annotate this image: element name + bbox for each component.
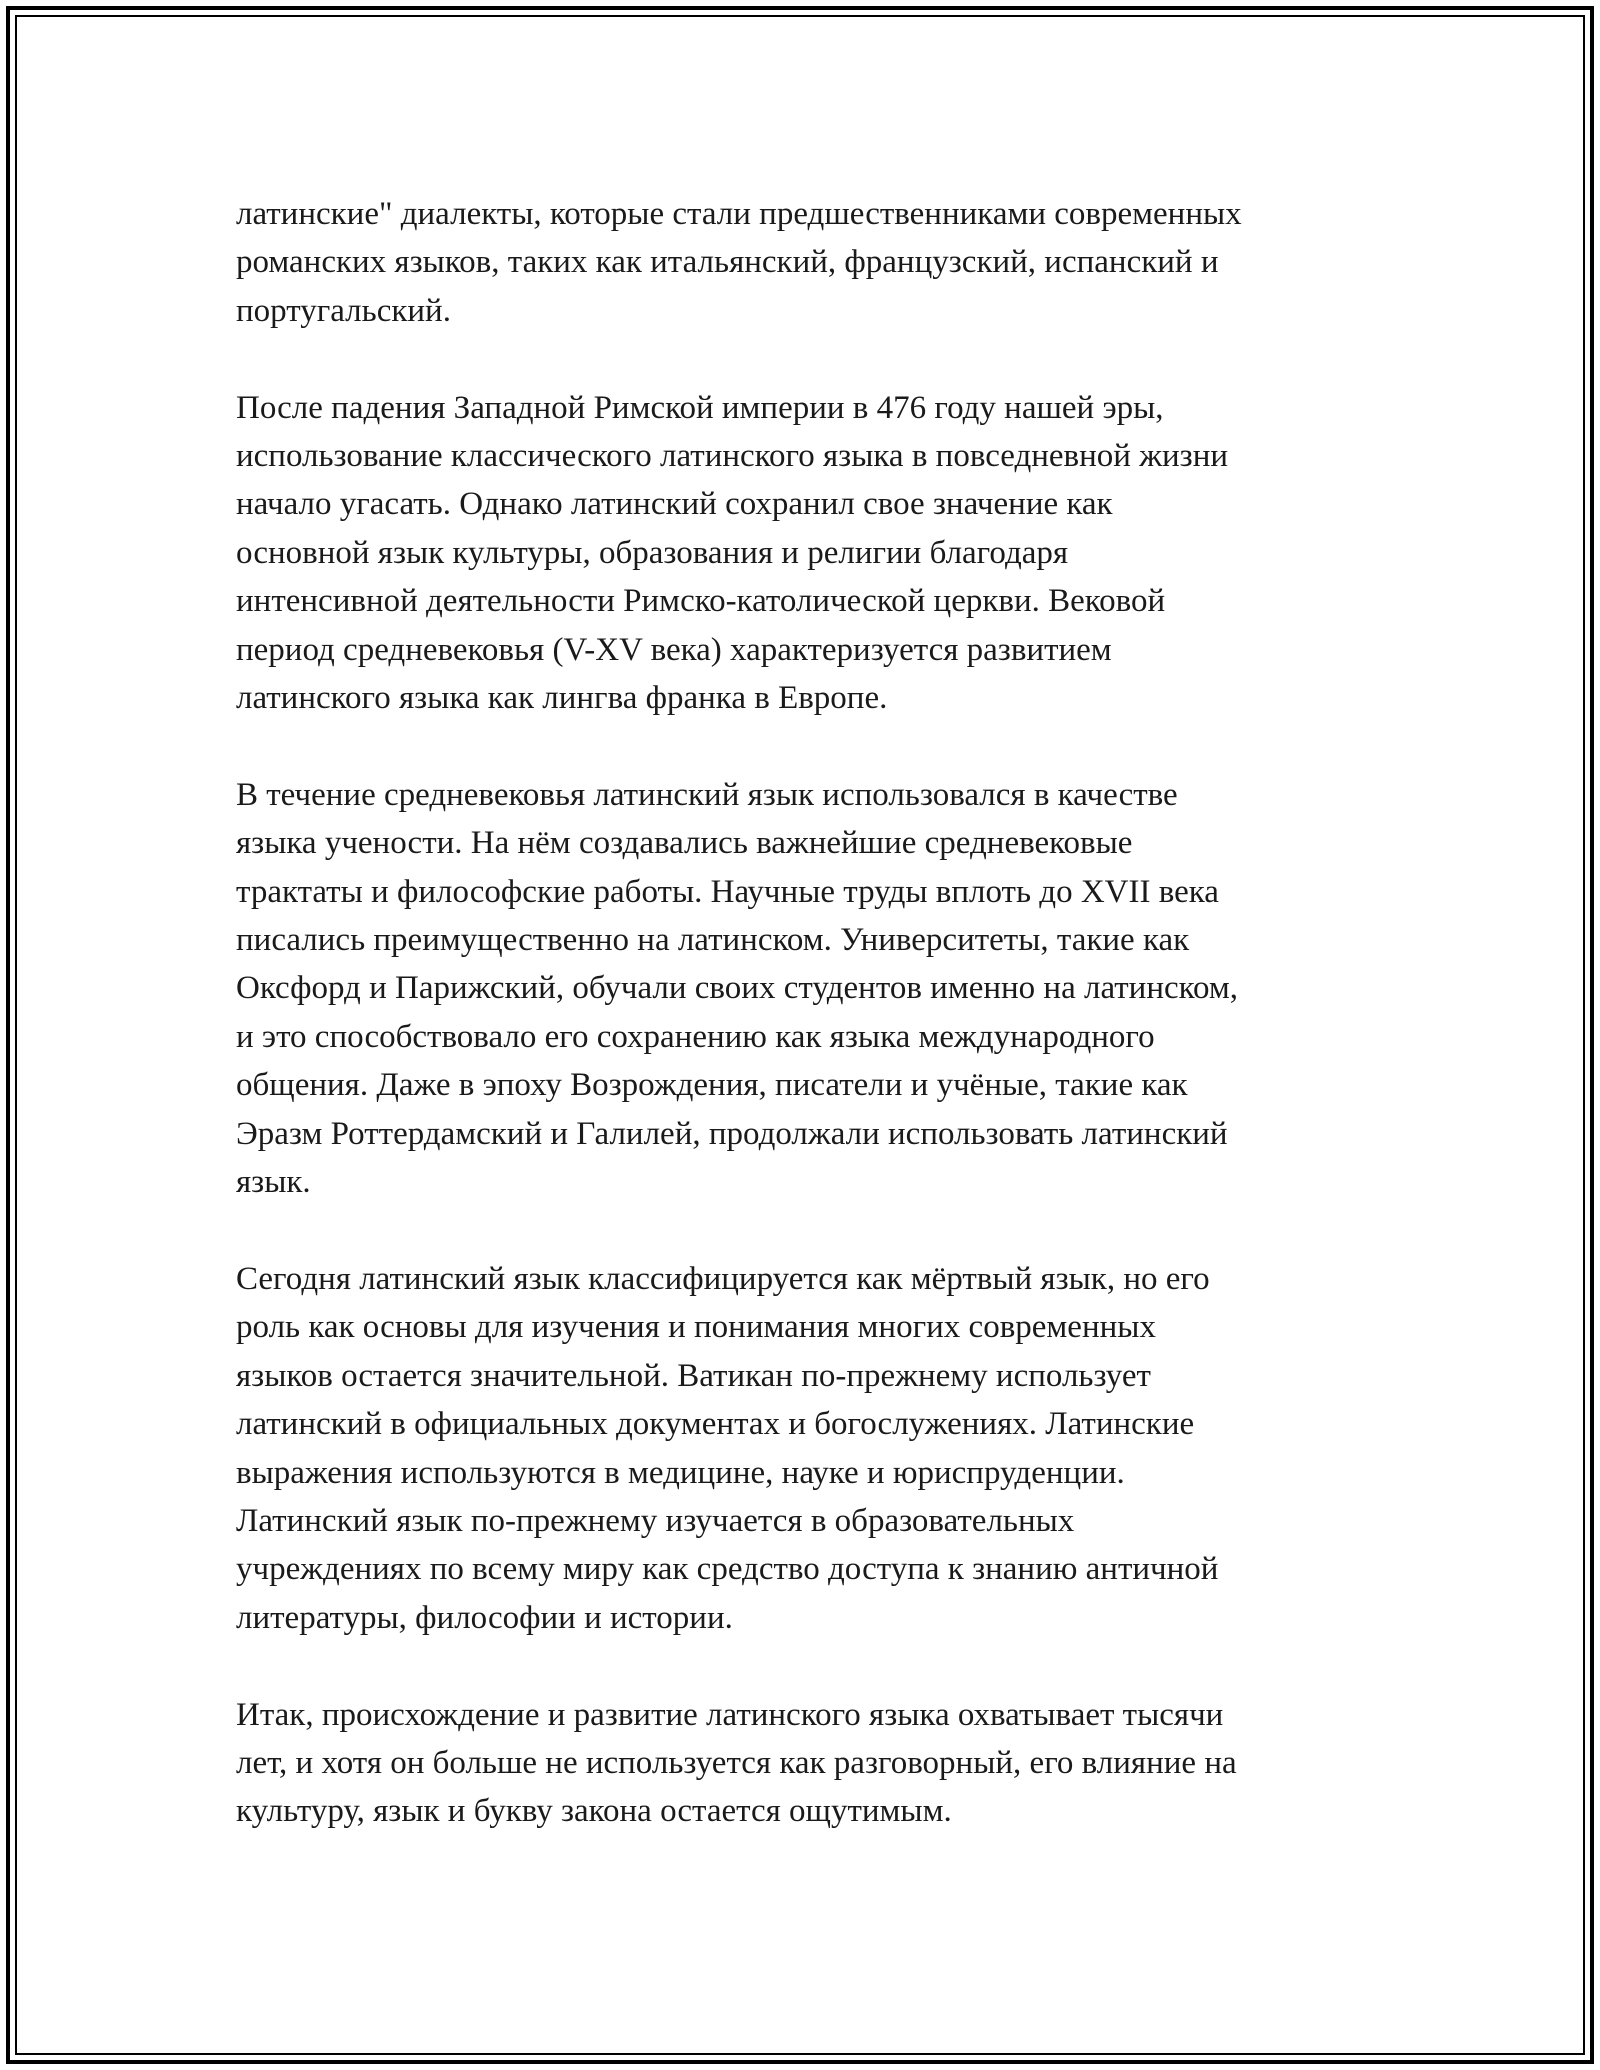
text-line: общения. Даже в эпоху Возрождения, писатели и учёные, такие как [236,1067,1188,1104]
text-line: португальский. [236,292,451,329]
text-line: трактаты и философские работы. Научные труды вплоть до XVII века [236,873,1219,910]
text-line: Эразм Роттердамский и Галилей, продолжали использовать латинский [236,1115,1228,1152]
text-line: культуру, язык и букву закона остается ощутимым. [236,1793,952,1830]
text-line: выражения используются в медицине, науке и юриспруденции. [236,1454,1125,1491]
text-line: и это способствовало его сохранению как языка международного [236,1018,1155,1055]
text-line: После падения Западной Римской империи в 476 году нашей эры, [236,389,1164,426]
text-line: роль как основы для изучения и понимания многих современных [236,1309,1156,1346]
text-line: языков остается значительной. Ватикан по-прежнему использует [236,1357,1151,1394]
text-line: интенсивной деятельности Римско-католической церкви. Вековой [236,583,1166,620]
text-line: языка учености. На нём создавались важнейшие средневековые [236,825,1133,862]
text-line: Сегодня латинский язык классифицируется как мёртвый язык, но его [236,1260,1210,1297]
text-line: латинский в официальных документах и богослужениях. Латинские [236,1406,1195,1443]
text-line: романских языков, таких как итальянский, французский, испанский и [236,244,1219,281]
text-line: латинские" диалекты, которые стали предшественниками современных [236,196,1242,232]
paragraph [236,384,1436,723]
text-line: Оксфорд и Парижский, обучали своих студентов именно на латинском, [236,970,1238,1007]
text-line: писались преимущественно на латинском. Университеты, такие как [236,922,1190,959]
paragraph [236,1255,1436,1642]
text-line: латинского языка как лингва франка в Европе. [236,680,888,717]
paragraph [236,190,1436,335]
paragraph [236,771,1436,1207]
text-line: литературы, философии и истории. [236,1599,733,1636]
text-line: период средневековья (V-XV века) характеризуется развитием [236,631,1112,668]
text-line: основной язык культуры, образования и религии благодаря [236,534,1069,571]
text-line: учреждениях по всему миру как средство доступа к знанию античной [236,1551,1219,1588]
text-line: Итак, происхождение и развитие латинского языка охватывает тысячи [236,1696,1224,1733]
paragraph [236,1691,1436,1836]
document-body [236,190,1436,1884]
text-line: В течение средневековья латинский язык использовался в качестве [236,776,1178,813]
text-line: лет, и хотя он больше не используется как разговорный, его влияние на [236,1744,1237,1781]
text-line: начало угасать. Однако латинский сохранил свое значение как [236,486,1113,523]
text-line: Латинский язык по-прежнему изучается в образовательных [236,1502,1075,1539]
text-line: язык. [236,1164,311,1201]
text-line: использование классического латинского языка в повседневной жизни [236,438,1229,475]
